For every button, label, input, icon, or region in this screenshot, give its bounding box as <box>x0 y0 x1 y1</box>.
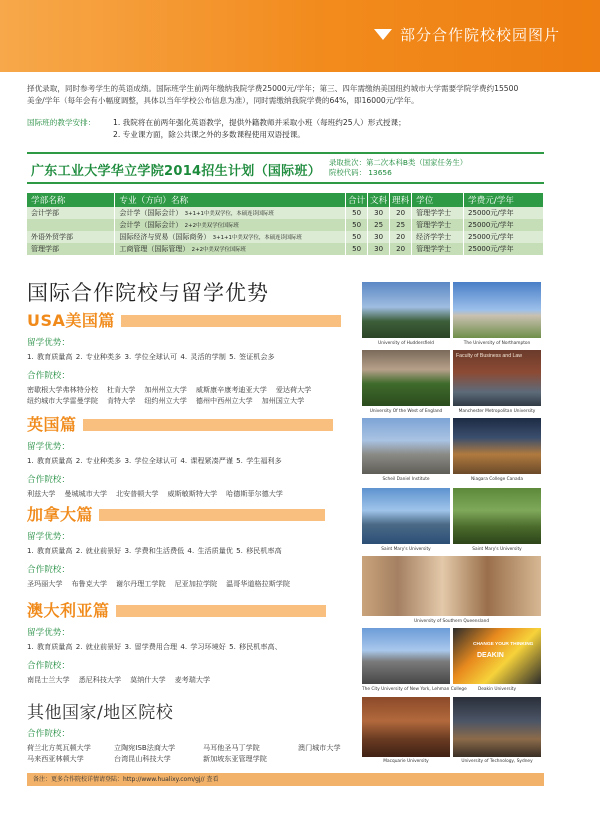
teaching-schedule <box>27 117 577 141</box>
photo-caption: Saint Mary's University <box>381 547 431 552</box>
table-cell: 25 <box>390 219 412 231</box>
campus-photo <box>362 628 450 684</box>
section-stripe <box>116 605 326 617</box>
section-canada <box>27 502 357 589</box>
partner-school: 爱达荷大学 <box>275 385 312 394</box>
partner-school: 温哥华道格拉斯学院 <box>226 579 290 588</box>
photo-caption: Manchester Metropolitan University <box>458 409 536 414</box>
campus-photo <box>453 418 541 474</box>
table-cell: 20 <box>390 243 412 255</box>
section-title: 加拿大篇 <box>27 505 94 524</box>
partner-label: 合作院校： <box>27 371 70 381</box>
photo-sign-text: DEAKIN <box>477 652 504 659</box>
partner-list <box>27 674 357 685</box>
partner-list <box>27 578 357 589</box>
table-cell: 国际经济与贸易（国际商务） 3+1+1中美双学位，本硕连读国际班 <box>115 231 346 243</box>
campus-photo <box>362 350 450 406</box>
table-cell: 管理学学士 <box>412 219 464 231</box>
campus-photo <box>362 418 450 474</box>
partner-school: 南昆士兰大学 <box>27 675 70 684</box>
partner-list <box>27 384 357 406</box>
col-header: 学位 <box>412 193 464 207</box>
partner-school: 利兹大学 <box>27 489 56 498</box>
advantage-label: 留学优势： <box>27 338 70 348</box>
section-other <box>27 698 357 764</box>
table-cell: 30 <box>368 231 390 243</box>
campus-photo <box>453 488 541 544</box>
photo-caption: Niagara College Canada <box>471 477 523 482</box>
partner-label: 合作院校： <box>27 565 70 575</box>
section-stripe <box>99 509 325 521</box>
photo-caption: Scheil Daniel Institute <box>382 477 430 482</box>
section-title: 澳大利亚篇 <box>27 601 110 620</box>
advantage-label: 留学优势： <box>27 442 70 452</box>
campus-photo <box>453 350 541 406</box>
advantage-list: 1. 教育质量高 2. 就业前景好 3. 留学费用合理 4. 学习环境好 5. 移民机率高、 <box>27 642 282 651</box>
partner-school: 尼亚加拉学院 <box>174 579 218 588</box>
advantage-label: 留学优势： <box>27 532 70 542</box>
table-cell: 25000元/学年 <box>464 219 544 231</box>
photo-caption: University of Southern Queensland <box>413 619 490 624</box>
partner-list <box>27 742 357 764</box>
table-cell: 50 <box>346 243 368 255</box>
table-cell: 外语外贸学部 <box>27 231 115 243</box>
header-title: 部分合作院校校园图片 <box>399 26 560 44</box>
advantage-list: 1. 教育质量高 2. 专业种类多 3. 学位全球认可 4. 灵活的学制 5. 签证机会多 <box>27 352 275 361</box>
partner-school: 纽约城市大学雷曼学院 <box>27 396 98 405</box>
photo-sign-text: Faculty of Business and Law <box>456 353 523 359</box>
table-header-row <box>27 193 544 207</box>
table-cell <box>27 219 115 231</box>
partner-label: 合作院校： <box>27 661 70 671</box>
partner-school: 荷兰北方英瓦顿大学 <box>27 743 91 752</box>
table-cell: 25000元/学年 <box>464 243 544 255</box>
table-row <box>27 231 544 243</box>
section-stripe <box>121 315 341 327</box>
section-title: 英国篇 <box>27 415 77 434</box>
col-header: 合计 <box>346 193 368 207</box>
table-cell: 管理学学士 <box>412 207 464 219</box>
schedule-item-1: 1. 我院将在前两年强化英语教学，提供外籍教师并采取小班（每班约25人）形式授课； <box>113 118 406 127</box>
partner-school: 莫纳什大学 <box>130 675 166 684</box>
table-cell: 会计学（国际会计） 3+1+1中美双学位，本硕连读国际班 <box>115 207 346 219</box>
photo-caption: University Of the West of England <box>369 409 443 414</box>
intro-paragraph <box>27 83 577 107</box>
table-cell: 30 <box>368 207 390 219</box>
table-cell: 50 <box>346 231 368 243</box>
partner-school: 曼城城市大学 <box>64 489 107 498</box>
table-cell: 20 <box>390 207 412 219</box>
section-stripe <box>83 419 333 431</box>
schedule-label: 国际班的教学安排： <box>27 118 96 127</box>
partner-list <box>27 488 357 499</box>
photo-caption: The University of Northampton <box>463 341 531 346</box>
partner-school: 纽约州立大学 <box>144 396 187 405</box>
campus-photo <box>453 697 541 757</box>
table-row <box>27 243 544 255</box>
partner-school: 悉尼科技大学 <box>78 675 122 684</box>
intro-line-1: 择优录取，同时参考学生的英语成绩。国际班学生前两年缴纳我院学费25000元/学年；第三、四年需缴纳美国纽约城市大学需要学院学费约15500 <box>27 84 519 93</box>
partner-label: 合作院校： <box>27 729 70 739</box>
section-title: 其他国家/地区院校 <box>27 703 174 723</box>
campus-photo <box>453 282 541 338</box>
partner-school: 加州州立大学 <box>144 385 187 394</box>
advantages-title: 国际合作院校与留学优势 <box>27 281 269 305</box>
col-header: 理科 <box>390 193 412 207</box>
enrollment-plan-header <box>27 152 544 184</box>
advantage-label: 留学优势： <box>27 628 70 638</box>
partner-school: 密歇根大学弗林特分校 <box>27 385 98 394</box>
photo-caption: Saint Mary's University <box>472 547 522 552</box>
partner-school: 北安普顿大学 <box>115 489 159 498</box>
plan-meta <box>329 158 467 178</box>
partner-school: 加州国立大学 <box>261 396 305 405</box>
table-cell: 工商管理（国际管理） 2+2中美双学位国际班 <box>115 243 346 255</box>
partner-school: 谢尔丹理工学院 <box>115 579 166 588</box>
partner-school: 麦考瑞大学 <box>174 675 211 684</box>
enrollment-table <box>27 193 544 255</box>
table-cell: 25000元/学年 <box>464 231 544 243</box>
photo-sign-text: CHANGE YOUR THINKING <box>473 642 534 647</box>
campus-photo <box>362 488 450 544</box>
partner-school: 德州中西州立大学 <box>195 396 253 405</box>
table-row <box>27 207 544 219</box>
partner-school: 威斯敏斯特大学 <box>167 489 218 498</box>
table-cell: 50 <box>346 219 368 231</box>
section-australia <box>27 598 357 685</box>
header-bar <box>0 0 600 72</box>
photo-caption: Deakin University <box>477 687 517 692</box>
col-header: 文科 <box>368 193 390 207</box>
header-title-wrap <box>374 24 560 45</box>
partner-school: 杜肯大学 <box>106 385 136 394</box>
partner-school: 澳门城市大学 <box>298 743 341 752</box>
table-cell: 会计学部 <box>27 207 115 219</box>
campus-photo <box>453 628 541 684</box>
campus-photo <box>362 282 450 338</box>
schedule-item-2: 2. 专业课方面，除公共课之外的多数课程使用双语授课。 <box>113 130 305 139</box>
table-cell: 经济学学士 <box>412 231 464 243</box>
partner-school: 肯特大学 <box>106 396 136 405</box>
partner-school: 哈德斯菲尔德大学 <box>226 489 283 498</box>
footer-note: 备注：更多合作院校详情请登陆：http://www.hualixy.com/gj// 查看 <box>27 773 544 786</box>
table-row <box>27 219 544 231</box>
advantage-list: 1. 教育质量高 2. 专业种类多 3. 学位全球认可 4. 课程紧凑严谨 5. 学生福利多 <box>27 456 282 465</box>
partner-school: 圣玛丽大学 <box>27 579 63 588</box>
plan-title: 广东工业大学华立学院2014招生计划（国际班） <box>31 164 322 179</box>
intro-line-2: 美金/学年（每年会有小幅度调整，具体以当年学校公布信息为准），同时需缴纳我院学费的64%，即16000元/学年。 <box>27 96 419 105</box>
table-cell: 30 <box>368 243 390 255</box>
photo-caption: The City University of New York, Lehman College <box>362 687 467 692</box>
col-header: 学部名称 <box>27 193 115 207</box>
section-uk <box>27 412 357 499</box>
col-header: 专业（方向）名称 <box>115 193 346 207</box>
col-header: 学费元/学年 <box>464 193 544 207</box>
table-cell: 25 <box>368 219 390 231</box>
partner-school: 新加坡东亚管理学院 <box>203 754 267 763</box>
plan-code: 院校代码： 13656 <box>329 168 392 177</box>
campus-photo <box>362 556 541 616</box>
plan-batch: 录取批次：第二次本科B类（国家任务生） <box>329 158 468 167</box>
partner-school: 布鲁克大学 <box>71 579 107 588</box>
table-cell: 20 <box>390 231 412 243</box>
partner-school: 马来西亚林顿大学 <box>27 754 84 763</box>
partner-school: 马耳他圣马丁学院 <box>203 743 260 752</box>
table-cell: 管理学部 <box>27 243 115 255</box>
section-usa <box>27 308 357 406</box>
table-cell: 50 <box>346 207 368 219</box>
partner-school: 威斯康辛康考迪亚大学 <box>195 385 267 394</box>
photo-caption: Macquarie University <box>383 759 429 764</box>
campus-photo <box>362 697 450 757</box>
section-title: USA美国篇 <box>27 311 115 330</box>
table-cell: 会计学（国际会计） 2+2中美双学位国际班 <box>115 219 346 231</box>
partner-school: 台湾昆山科技大学 <box>114 754 171 763</box>
advantage-list: 1. 教育质量高 2. 就业前景好 3. 学费和生活费低 4. 生活质量优 5. 移民机率高 <box>27 546 282 555</box>
triangle-down-icon <box>374 29 392 40</box>
partner-label: 合作院校： <box>27 475 70 485</box>
table-cell: 管理学学士 <box>412 243 464 255</box>
photo-caption: University of Huddersfield <box>378 341 434 346</box>
partner-school: 立陶宛ISB法商大学 <box>114 743 176 752</box>
table-cell: 25000元/学年 <box>464 207 544 219</box>
photo-caption: University of Technology, Sydney <box>461 759 533 764</box>
